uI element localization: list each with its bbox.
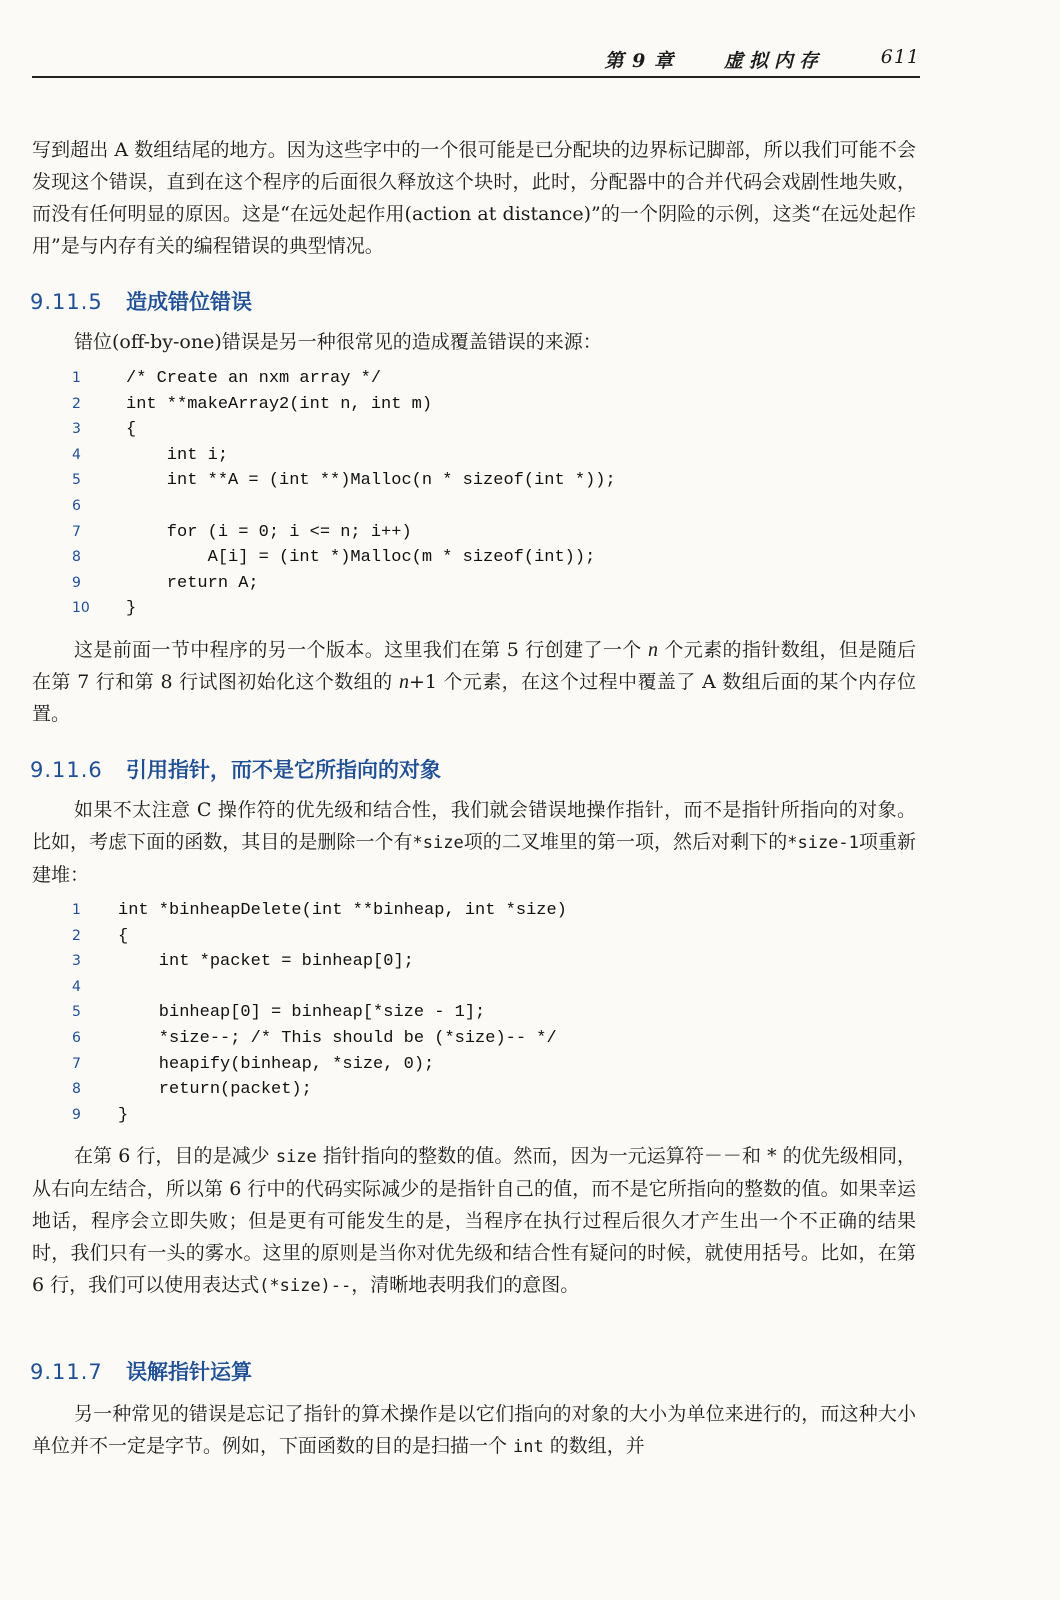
line-number: 8 (72, 549, 81, 566)
code-line (72, 1103, 872, 1129)
section-heading-9-11-6 (30, 754, 441, 784)
code-line (72, 949, 872, 975)
text-run: 这是前面一节中程序的另一个版本。这里我们在第 5 行创建了一个 (74, 639, 648, 661)
code-text: } (118, 1105, 129, 1125)
line-number: 8 (72, 1081, 81, 1098)
code-listing-makearray2 (72, 366, 872, 622)
line-number: 5 (72, 472, 81, 489)
math-variable: n (398, 671, 409, 693)
code-text: int *packet = binheap[0]; (118, 952, 414, 972)
chapter-label: 第 9 章 (604, 50, 674, 72)
code-line (72, 571, 872, 597)
inline-code: int (513, 1437, 544, 1457)
explanation-paragraph (32, 634, 916, 730)
text-run: 项重新建堆： (32, 831, 916, 886)
code-line (72, 392, 872, 418)
inline-code: (*size)-- (259, 1276, 352, 1296)
chapter-title: 虚拟内存 (723, 50, 824, 72)
section-title: 引用指针，而不是它所指向的对象 (126, 758, 441, 782)
code-text: int i; (126, 445, 229, 465)
section-lead-paragraph: 错位(off-by-one)错误是另一种很常见的造成覆盖错误的来源： (74, 331, 602, 353)
code-line (72, 596, 872, 622)
section-lead-paragraph (32, 794, 916, 891)
text-run: 在第 6 行，目的是减少 (74, 1145, 276, 1167)
code-text: return A; (126, 573, 259, 593)
code-text: binheap[0] = binheap[*size - 1]; (118, 1003, 486, 1023)
page-number: 611 (880, 46, 920, 68)
code-line (72, 898, 872, 924)
line-number: 9 (72, 1106, 81, 1123)
text-run: 的数组，并 (543, 1435, 645, 1457)
intro-paragraph: 写到超出 A 数组结尾的地方。因为这些字中的一个很可能是已分配块的边界标记脚部，所以我们可能不会发现这个错误，直到在这个程序的后面很久释放这个块时，此时，分配器中的合并代码会戏剧性地失败，而没有任何明显的原因。这是“在远处起作用(action at distance)”的一个阴险的示例，这类“在远处起作用”是与内存有关的编程错误的典型情况。 (32, 139, 916, 257)
code-line (72, 417, 872, 443)
section-heading-9-11-5 (30, 286, 252, 316)
line-number: 1 (72, 370, 81, 386)
code-text: heapify(binheap, *size, 0); (118, 1054, 435, 1074)
code-line (72, 975, 872, 1001)
section-title: 造成错位错误 (126, 290, 252, 314)
text-run: 个元素的指针数组，但是随后在第 7 行和第 8 行试图初始化这个数组的 (32, 639, 916, 693)
line-number: 4 (72, 978, 81, 995)
text-run: 如果不太注意 C 操作符的优先级和结合性，我们就会错误地操作指针，而不是指针所指向的对象。比如，考虑下面的函数，其目的是删除一个有 (32, 799, 916, 853)
inline-code: *size (412, 833, 464, 853)
line-number: 3 (72, 953, 81, 970)
code-line (72, 520, 872, 546)
code-text: /* Create an nxm array */ (126, 369, 382, 388)
code-text: A[i] = (int *)Malloc(m * sizeof(int)); (126, 548, 596, 568)
text-run: +1 个元素，在这个过程中覆盖了 A 数组后面的某个内存位置。 (32, 671, 916, 725)
text-run: 项的二叉堆里的第一项，然后对剩下的 (463, 831, 788, 853)
line-number: 4 (72, 446, 81, 463)
text-run: 另一种常见的错误是忘记了指针的算术操作是以它们指向的对象的大小为单位来进行的，而这种大小单位并不一定是字节。例如，下面函数的目的是扫描一个 (32, 1403, 916, 1457)
section-number: 9.11.6 (30, 758, 103, 782)
code-text: { (118, 926, 129, 946)
code-text: return(packet); (118, 1080, 312, 1100)
inline-code: *size-1 (787, 833, 859, 853)
code-line (72, 545, 872, 571)
line-number: 3 (72, 421, 81, 438)
line-number: 2 (72, 395, 81, 412)
text-run: 指针指向的整数的值。然而，因为一元运算符－－和 * 的优先级相同，从右向左结合，所以第 6 行中的代码实际减少的是指针自己的值，而不是它所指向的整数的值。如果幸运地话，程序会立即失败；但是更有可能发生的是，当程序在执行过程后很久才产生出一个不正确的结果时，我们只有一头的雾水。这里的原则是当你对优先级和结合性有疑问的时候，就使用括号。比如，在第 6 行，我们可以使用表达式 (32, 1145, 916, 1296)
code-line (72, 1052, 872, 1078)
line-number: 7 (72, 1055, 81, 1072)
code-line (72, 366, 872, 392)
code-line (72, 468, 872, 494)
line-number: 10 (72, 600, 90, 617)
code-text: { (126, 420, 137, 440)
line-number: 9 (72, 574, 81, 591)
code-line (72, 494, 872, 520)
code-text: int **makeArray2(int n, int m) (126, 394, 433, 414)
section-number: 9.11.5 (30, 290, 103, 314)
code-text: int *binheapDelete(int **binheap, int *size) (118, 901, 567, 920)
code-line (72, 924, 872, 950)
running-header (32, 44, 920, 78)
line-number: 6 (72, 1029, 81, 1046)
code-text: int **A = (int **)Malloc(n * sizeof(int *)); (126, 471, 616, 491)
line-number: 1 (72, 902, 81, 918)
code-line (72, 1000, 872, 1026)
line-number: 5 (72, 1004, 81, 1021)
section-heading-9-11-7 (30, 1356, 252, 1386)
text-run: ，清晰地表明我们的意图。 (351, 1274, 580, 1296)
code-line (72, 443, 872, 469)
section-lead-paragraph (32, 1398, 916, 1463)
section-title: 误解指针运算 (126, 1360, 252, 1384)
code-line (72, 1026, 872, 1052)
math-variable: n (648, 639, 658, 661)
line-number: 6 (72, 497, 81, 514)
code-text: } (126, 599, 137, 619)
code-text: *size--; /* This should be (*size)-- */ (118, 1028, 557, 1048)
line-number: 2 (72, 927, 81, 944)
line-number: 7 (72, 523, 81, 540)
code-text: for (i = 0; i <= n; i++) (126, 522, 412, 542)
section-number: 9.11.7 (30, 1360, 103, 1384)
inline-code: size (275, 1147, 317, 1167)
explanation-paragraph (32, 1140, 916, 1302)
code-listing-binheapdelete (72, 898, 872, 1128)
code-line (72, 1077, 872, 1103)
